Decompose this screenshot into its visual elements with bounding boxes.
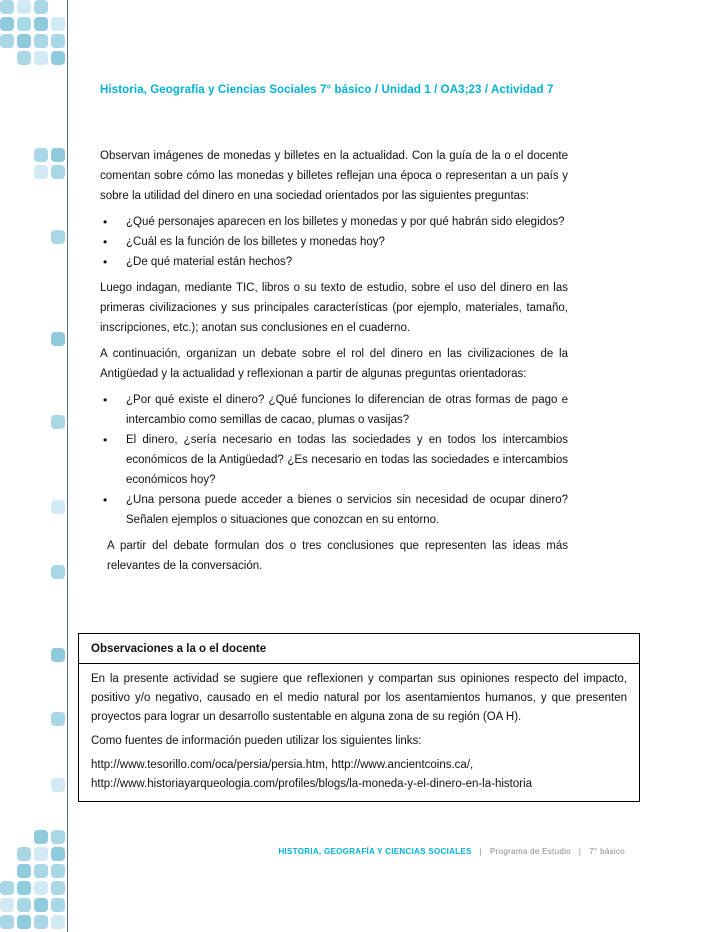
bullet-item: • El dinero, ¿sería necesario en todas las sociedades y en todos los intercambios económicos de la Antigüedad? ¿Es necesario en todas las sociedades e intercambios económicos hoy? (100, 430, 568, 490)
activity-paragraph-3: A continuación, organizan un debate sobre el rol del dinero en las civilizaciones de la Antigüedad y la actualidad y reflexionan a partir de algunas preguntas orientadoras: (100, 348, 568, 380)
deco-square (17, 898, 31, 912)
deco-square (51, 565, 65, 579)
deco-square (0, 34, 14, 48)
deco-square (51, 648, 65, 662)
bullet-item: • ¿Qué personajes aparecen en los billetes y monedas y por qué habrán sido elegidos? (100, 212, 568, 232)
deco-square (51, 415, 65, 429)
deco-square (0, 898, 14, 912)
deco-square (34, 17, 48, 31)
deco-square (51, 847, 65, 861)
page-footer (278, 847, 625, 856)
teacher-note-box (78, 633, 640, 802)
deco-square (51, 34, 65, 48)
deco-square (51, 712, 65, 726)
footer-separator: | (578, 847, 582, 856)
deco-square (17, 34, 31, 48)
deco-square (17, 0, 31, 14)
question-list-1 (100, 212, 568, 272)
note-box-title: Observaciones a la o el docente (79, 634, 639, 664)
deco-square (51, 864, 65, 878)
activity-body (100, 146, 568, 582)
activity-paragraph-2: Luego indagan, mediante TIC, libros o su texto de estudio, sobre el uso del dinero en las primeras civilizaciones y sus principales características (por ejemplo, materiales, tamaño, inscripciones, etc.); anotan sus conclusiones en el cuaderno. (100, 282, 568, 334)
footer-program: Programa de Estudio (490, 847, 571, 856)
links-line-2[interactable]: http://www.historiayarqueologia.com/profiles/blogs/la-moneda-y-el-dinero-en-la-historia (91, 778, 533, 790)
deco-square (34, 915, 48, 929)
deco-square (51, 17, 65, 31)
bullet-item: • ¿Una persona puede acceder a bienes o servicios sin necesidad de ocupar dinero? Señalen ejemplos o situaciones que conozcan en su entorno. (100, 490, 568, 530)
bullet-item: • ¿Cuál es la función de los billetes y monedas hoy? (100, 232, 568, 252)
bullet-item: • ¿Por qué existe el dinero? ¿Qué funciones lo diferencian de otras formas de pago e intercambio como semillas de cacao, plumas o vasijas? (100, 390, 568, 430)
sidebar-divider-line (67, 0, 68, 932)
deco-square (51, 778, 65, 792)
deco-square (17, 17, 31, 31)
deco-square (17, 864, 31, 878)
deco-square (0, 881, 14, 895)
deco-square (51, 898, 65, 912)
deco-square (34, 898, 48, 912)
deco-square (0, 17, 14, 31)
footer-grade: 7° básico (589, 847, 625, 856)
footer-subject: HISTORIA, GEOGRAFÍA Y CIENCIAS SOCIALES (278, 847, 472, 856)
deco-square (34, 148, 48, 162)
deco-square (17, 881, 31, 895)
deco-square (34, 51, 48, 65)
deco-square (51, 165, 65, 179)
activity-paragraph-1: Observan imágenes de monedas y billetes en la actualidad. Con la guía de la o el docente comentan sobre cómo las monedas y billetes reflejan una época o representan a un país y sobre la utilidad del dinero en una sociedad orientados por las siguientes preguntas: (100, 150, 568, 202)
deco-square (34, 864, 48, 878)
deco-square (51, 881, 65, 895)
deco-square (0, 915, 14, 929)
note-box-links-intro: Como fuentes de información pueden utilizar los siguientes links: (91, 735, 422, 747)
note-box-paragraph: En la presente actividad se sugiere que reflexionen y compartan sus opiniones respecto del impacto, positivo y/o negativo, causado en el medio natural por los asentamientos humanos, y que presenten proyectos para lograr un desarrollo sustentable en alguna zona de su región (OA H). (91, 673, 627, 723)
deco-square (51, 830, 65, 844)
deco-square (34, 847, 48, 861)
deco-square (34, 0, 48, 14)
question-list-2 (100, 390, 568, 530)
deco-square (17, 915, 31, 929)
deco-square (17, 51, 31, 65)
links-line-1[interactable]: http://www.tesorillo.com/oca/persia/persia.htm, http://www.ancientcoins.ca/, (91, 759, 474, 771)
deco-square (34, 165, 48, 179)
deco-square (0, 0, 14, 14)
deco-square (34, 34, 48, 48)
deco-square (51, 230, 65, 244)
deco-square (51, 148, 65, 162)
page-title: Historia, Geografía y Ciencias Sociales 7° básico / Unidad 1 / OA3;23 / Actividad 7 (100, 84, 554, 96)
deco-square (34, 830, 48, 844)
deco-square (51, 332, 65, 346)
bullet-item: • ¿De qué material están hechos? (100, 252, 568, 272)
deco-square (51, 51, 65, 65)
note-box-body (79, 664, 639, 801)
deco-square (51, 500, 65, 514)
deco-square (17, 847, 31, 861)
deco-square (51, 915, 65, 929)
activity-paragraph-4: A partir del debate formulan dos o tres conclusiones que representen las ideas más relevantes de la conversación. (107, 540, 568, 572)
footer-separator: | (479, 847, 483, 856)
deco-square (34, 881, 48, 895)
